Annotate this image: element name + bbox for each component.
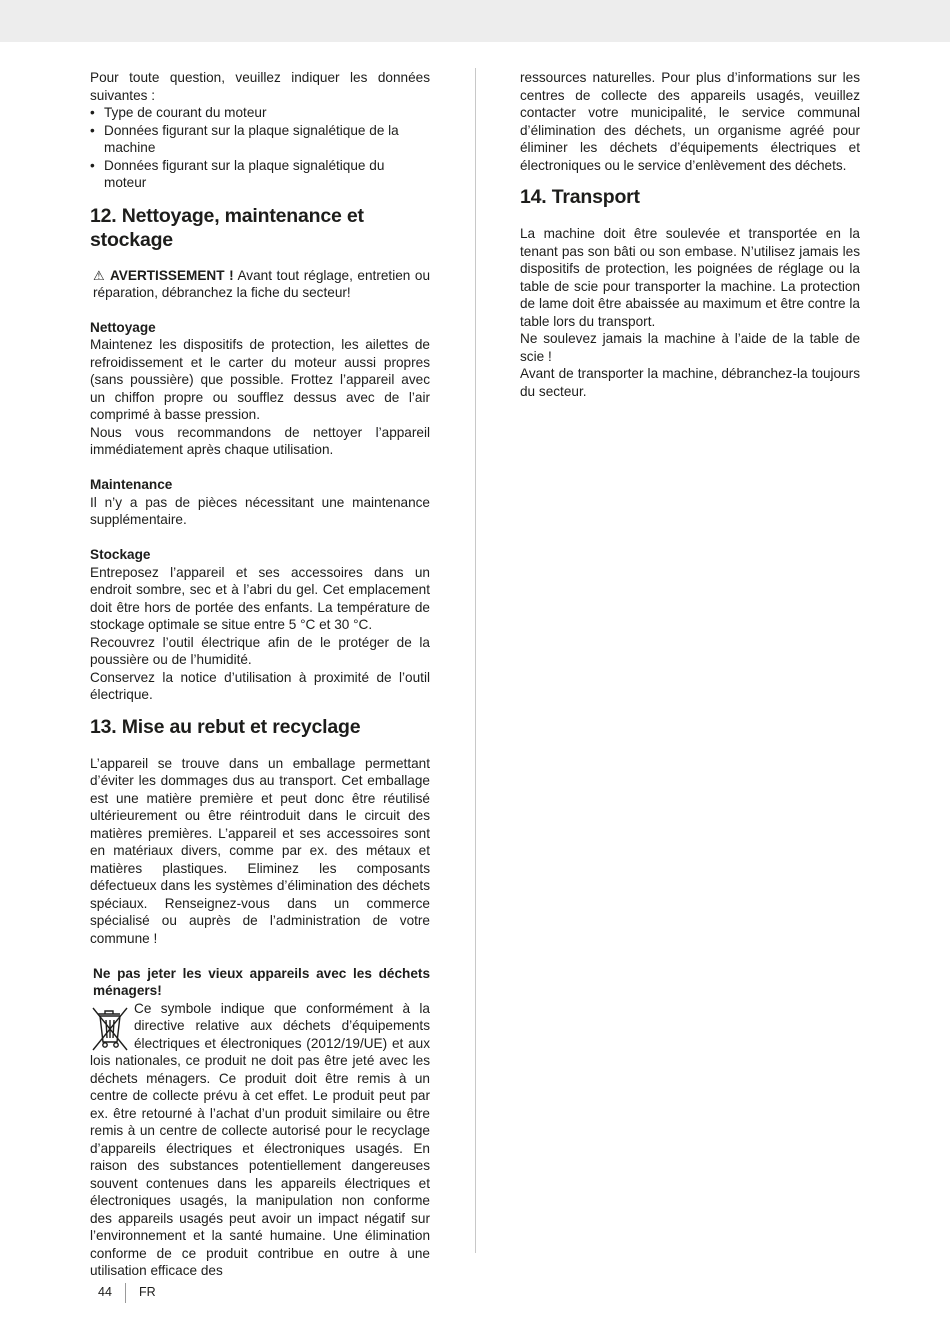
disposal-paragraph: L’appareil se trouve dans un emballage permettant d’éviter les dommages dus au transport. Cet emballage est une matière première et peut donc être réutilisé ultérieurement ou être réintroduit dans le circuit des matières premières. L’appareil et ses accessoires sont en matériaux divers, comme par ex. des métaux et matières plastiques. Eliminez les composants défectueux dans les systèmes d’élimination des déchets spéciaux. Renseignez-vous dans un commerce spécialisé ou auprès de l’administration de votre commune ! [90,755,430,946]
storage-paragraph: Recouvrez l’outil électrique afin de le protéger de la poussière ou de l’humidité. [90,634,430,667]
intro-text: Pour toute question, veuillez indiquer les données suivantes : [90,70,430,103]
section-12-heading: 12. Nettoyage, maintenance et stockage [90,204,364,251]
storage-paragraph: Conservez la notice d’utilisation à proximité de l’outil électrique. [90,669,430,702]
top-band [0,0,950,42]
warning-notice [90,267,430,302]
maintenance-heading: Maintenance [90,477,173,492]
list-item: • Données figurant sur la plaque signalétique de la machine [90,122,430,157]
page-footer [0,1283,950,1303]
transport-paragraph: Ne soulevez jamais la machine à l’aide de la table de scie ! [520,331,860,364]
section-13-heading: 13. Mise au rebut et recyclage [90,715,361,738]
transport-paragraph: Avant de transporter la machine, débranchez-la toujours du secteur. [520,366,860,399]
footer-divider [125,1283,126,1303]
right-column [520,69,860,400]
storage-paragraph: Entreposez l’appareil et ses accessoires dans un endroit sombre, sec et à l’abri du gel. Cet emplacement doit être hors de portée des enfants. La température de stockage optimale se situe entre 5 °C et 30 °C. [90,564,430,632]
maintenance-paragraph: Il n’y a pas de pièces nécessitant une maintenance supplémentaire. [90,494,430,527]
weee-text: Ce symbole indique que conformément à la directive relative aux déchets d’équipements électriques et électroniques (2012/19/UE) et aux lois nationales, ce produit ne doit pas être jeté avec les déchets ménagers. Ce produit doit être remis à un centre de collecte prévu à cet effet. Le produit peut par ex. être retourné à l’achat d’un produit similaire ou être remis à un centre de collecte autorisé pour le recyclage d’appareils électriques et électroniques usagés. En raison des substances potentiellement dangereuses souvent contenues dans les appareils électriques et électroniques usagés, la manipulation non conforme des appareils usagés peut avoir un impact négatif sur l’environnement et la santé humaine. Une élimination conforme de ce produit contribue en outre à une utilisation efficace des [90,1000,430,1278]
section-14-heading: 14. Transport [520,186,640,208]
language-code: FR [139,1285,156,1299]
crossed-out-wheelie-bin-icon [90,1004,130,1052]
warning-triangle-icon: ⚠ [93,267,106,283]
intro-list [90,104,430,192]
page-number: 44 [98,1285,112,1299]
cleaning-paragraph: Nous vous recommandons de nettoyer l’appareil immédiatement après chaque utilisation. [90,424,430,457]
warning-label: AVERTISSEMENT ! [110,267,234,283]
weee-paragraph [90,1000,430,1280]
storage-heading: Stockage [90,547,151,562]
transport-paragraph: La machine doit être soulevée et transportée en la tenant pas son bâti ou son embase. N’utilisez jamais les dispositifs de protection, les poignées de réglage ou la table de scie pour transporter la machine. La protection de lame doit être abaissée au maximum et être contre la table lors du transport. [520,226,860,329]
cleaning-heading: Nettoyage [90,319,156,335]
disposal-continuation: ressources naturelles. Pour plus d’informations sur les centres de collecte des appareils usagés, veuillez contacter votre municipalité, le service communal d’élimination des déchets, un organisme agréé pour éliminer les déchets d’équipements électriques et électroniques ou le service d’enlèvement des déchets. [520,70,860,173]
column-divider [475,68,476,1253]
list-item: • Type de courant du moteur [90,104,430,122]
weee-heading: Ne pas jeter les vieux appareils avec les déchets ménagers! [93,965,430,998]
list-item: • Données figurant sur la plaque signalétique du moteur [90,157,430,192]
cleaning-paragraph: Maintenez les dispositifs de protection, les ailettes de refroidissement et le carter du moteur aussi propres (sans poussière) que possible. Frottez l’appareil avec un chiffon propre ou soufflez dessus avec de l’air comprimé à basse pression. [90,337,430,422]
warning-text: Avant tout réglage, entretien ou réparation, débranchez la fiche du secteur! [93,267,431,300]
left-column [90,69,430,1280]
